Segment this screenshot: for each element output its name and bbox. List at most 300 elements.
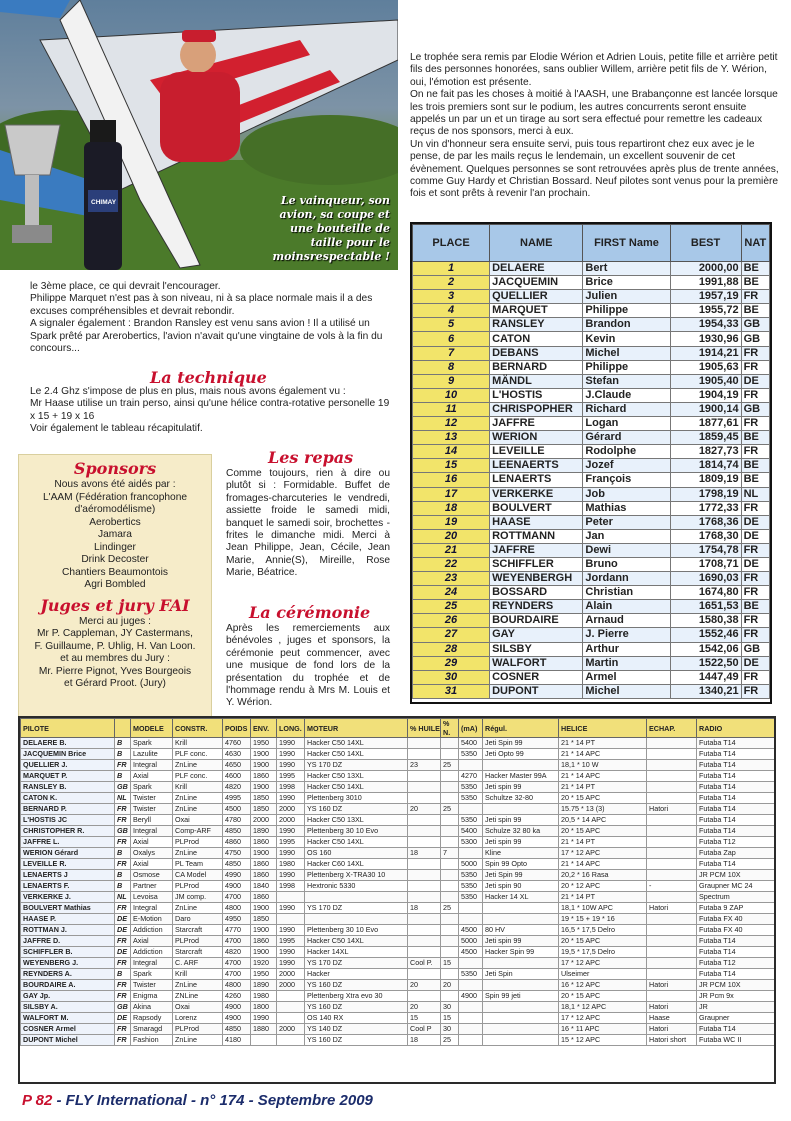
equipment-cell: Integral xyxy=(131,958,173,969)
equipment-cell: 1990 xyxy=(277,760,305,771)
result-place: 27 xyxy=(413,628,490,642)
equipment-cell: ZnLine xyxy=(173,760,223,771)
equipment-cell: 5300 xyxy=(459,837,483,848)
result-best: 1651,53 xyxy=(670,600,741,614)
equipment-cell: 4800 xyxy=(223,903,251,914)
equipment-cell: OS 140 RX xyxy=(305,1013,408,1024)
equipment-cell xyxy=(408,793,441,804)
equipment-cell: YS 160 DZ xyxy=(305,1035,408,1046)
result-nat: FR xyxy=(741,417,769,431)
result-name: HAASE xyxy=(490,515,583,529)
equipment-cell xyxy=(483,980,559,991)
equipment-row xyxy=(21,859,775,870)
result-place: 2 xyxy=(413,276,490,290)
result-best: 1809,19 xyxy=(670,473,741,487)
equipment-cell: Lorenz xyxy=(173,1013,223,1024)
equipment-cell: JAFFRE L. xyxy=(21,837,115,848)
equipment-row xyxy=(21,936,775,947)
equipment-cell: Schultze 32-80 xyxy=(483,793,559,804)
sponsor-line: L'AAM (Fédération francophone xyxy=(42,491,188,503)
equipment-cell: 4760 xyxy=(223,738,251,749)
result-name: JAFFRE xyxy=(490,543,583,557)
equipment-cell: SILSBY A. xyxy=(21,1002,115,1013)
equipment-cell: C. ARF xyxy=(173,958,223,969)
equipment-cell: 15 xyxy=(441,958,459,969)
equipment-cell: 1860 xyxy=(251,771,277,782)
result-name: JACQUEMIN xyxy=(490,276,583,290)
equipment-cell xyxy=(441,914,459,925)
intro-paragraph: Le trophée sera remis par Elodie Wérion et Adrien Louis, petite fille et arrière petit fils des personnes honorées, sans oublier Willem, arrière petit fils de Y. Wérion, oui, l'émotion est présente. xyxy=(410,52,778,88)
result-name: COSNER xyxy=(490,670,583,684)
equipment-cell: FR xyxy=(115,1035,131,1046)
result-row xyxy=(413,402,770,416)
equipment-cell: 21 * 14 PT xyxy=(559,892,647,903)
equipment-cell: PLProd xyxy=(173,881,223,892)
equipment-row xyxy=(21,1002,775,1013)
equipment-cell: LENAERTS J xyxy=(21,870,115,881)
equipment-cell xyxy=(277,1002,305,1013)
result-first-name: Stefan xyxy=(583,374,670,388)
equipment-cell xyxy=(647,793,697,804)
equipment-cell xyxy=(647,914,697,925)
equipment-cell: L'HOSTIS JC xyxy=(21,815,115,826)
equipment-cell: Futaba T14 xyxy=(697,815,775,826)
equipment-cell: FR xyxy=(115,991,131,1002)
jury-heading: Juges et jury FAI xyxy=(40,595,190,615)
result-first-name: Michel xyxy=(583,346,670,360)
result-place: 13 xyxy=(413,431,490,445)
result-place: 6 xyxy=(413,332,490,346)
col-first-name: FIRST Name xyxy=(583,225,670,262)
result-place: 22 xyxy=(413,557,490,571)
equipment-cell: 17 * 12 APC xyxy=(559,958,647,969)
result-row xyxy=(413,684,770,698)
equipment-cell: DELAERE B. xyxy=(21,738,115,749)
result-best: 1905,63 xyxy=(670,360,741,374)
equipment-cell: Integral xyxy=(131,903,173,914)
equipment-cell xyxy=(459,1002,483,1013)
equipment-col-header: ENV. xyxy=(251,719,277,738)
equipment-cell xyxy=(408,947,441,958)
result-name: L'HOSTIS xyxy=(490,388,583,402)
result-row xyxy=(413,262,770,276)
equipment-cell: 1800 xyxy=(251,1002,277,1013)
equipment-cell: Futaba FX 40 xyxy=(697,925,775,936)
equipment-cell: 1900 xyxy=(251,947,277,958)
equipment-cell xyxy=(647,771,697,782)
ceremonie-heading: La cérémonie xyxy=(249,603,371,622)
result-first-name: Logan xyxy=(583,417,670,431)
equipment-cell xyxy=(647,958,697,969)
equipment-cell: GB xyxy=(115,826,131,837)
equipment-cell: Futaba Zap xyxy=(697,848,775,859)
equipment-cell: 4850 xyxy=(223,1024,251,1035)
result-place: 15 xyxy=(413,459,490,473)
sponsor-line: Drink Decoster xyxy=(81,554,149,565)
result-best: 1955,72 xyxy=(670,304,741,318)
result-nat: BE xyxy=(741,276,769,290)
equipment-cell: Hacker C50 14XL xyxy=(305,936,408,947)
article-paragraph: A signaler également : Brandon Ransley est venu sans avion ! Il a utilisé un Spark prêté par Arerobertics, l'avion n'avait qu'une vingtaine de vols à la fin du concours... xyxy=(30,318,383,355)
result-place: 17 xyxy=(413,487,490,501)
equipment-cell: 20 * 15 APC xyxy=(559,793,647,804)
equipment-cell: JM comp. xyxy=(173,892,223,903)
equipment-cell: Twister xyxy=(131,793,173,804)
equipment-cell: Jeti spin 90 xyxy=(483,881,559,892)
equipment-cell: 1990 xyxy=(277,793,305,804)
result-place: 8 xyxy=(413,360,490,374)
equipment-cell xyxy=(441,837,459,848)
equipment-cell: 1980 xyxy=(251,991,277,1002)
equipment-cell: 4630 xyxy=(223,749,251,760)
equipment-cell xyxy=(647,870,697,881)
result-name: WEYENBERGH xyxy=(490,572,583,586)
result-nat: FR xyxy=(741,346,769,360)
equipment-row xyxy=(21,1013,775,1024)
result-first-name: Jozef xyxy=(583,459,670,473)
equipment-cell: 5350 xyxy=(459,969,483,980)
equipment-cell: 2000 xyxy=(251,815,277,826)
equipment-cell: 1920 xyxy=(251,958,277,969)
result-place: 21 xyxy=(413,543,490,557)
result-name: QUELLIER xyxy=(490,290,583,304)
equipment-col-header: RADIO xyxy=(697,719,775,738)
equipment-cell: 20 * 12 APC xyxy=(559,881,647,892)
equipment-cell: Cool P xyxy=(408,1024,441,1035)
equipment-cell: Futaba T14 xyxy=(697,859,775,870)
equipment-table xyxy=(18,716,776,1084)
equipment-cell: 4500 xyxy=(223,804,251,815)
result-best: 1542,06 xyxy=(670,642,741,656)
equipment-cell: 1850 xyxy=(251,914,277,925)
result-nat: NL xyxy=(741,487,769,501)
equipment-cell: ZNLine xyxy=(173,991,223,1002)
footer-separator: - xyxy=(52,1092,66,1109)
result-name: LENAERTS xyxy=(490,473,583,487)
equipment-cell: 1900 xyxy=(251,903,277,914)
equipment-cell: 16 * 11 APC xyxy=(559,1024,647,1035)
result-nat: DE xyxy=(741,529,769,543)
equipment-cell xyxy=(441,925,459,936)
equipment-cell xyxy=(647,760,697,771)
result-place: 4 xyxy=(413,304,490,318)
equipment-cell xyxy=(277,991,305,1002)
equipment-cell: 20 * 15 APC xyxy=(559,991,647,1002)
sponsors-box xyxy=(18,454,212,722)
equipment-cell: 21 * 14 PT xyxy=(559,782,647,793)
result-row xyxy=(413,515,770,529)
equipment-cell: 1900 xyxy=(251,749,277,760)
result-name: RANSLEY xyxy=(490,318,583,332)
result-name: CATON xyxy=(490,332,583,346)
equipment-cell: 4820 xyxy=(223,782,251,793)
equipment-cell: 1990 xyxy=(277,848,305,859)
result-place: 29 xyxy=(413,656,490,670)
result-name: WALFORT xyxy=(490,656,583,670)
jury-line: F. Guillaume, P. Uhlig, H. Van Loon. xyxy=(34,640,196,652)
equipment-cell: Oxai xyxy=(173,815,223,826)
equipment-cell: COSNER Armel xyxy=(21,1024,115,1035)
equipment-cell: Spark xyxy=(131,969,173,980)
equipment-cell xyxy=(441,793,459,804)
result-best: 1859,45 xyxy=(670,431,741,445)
result-nat: FR xyxy=(741,684,769,698)
equipment-cell: 4900 xyxy=(223,1013,251,1024)
equipment-cell: 1950 xyxy=(251,969,277,980)
equipment-cell: LEVEILLE R. xyxy=(21,859,115,870)
result-place: 12 xyxy=(413,417,490,431)
equipment-cell: PLF conc. xyxy=(173,771,223,782)
equipment-cell: 4860 xyxy=(223,837,251,848)
equipment-body xyxy=(21,738,775,1046)
equipment-cell xyxy=(441,738,459,749)
result-nat: BE xyxy=(741,304,769,318)
result-best: 1768,36 xyxy=(670,515,741,529)
equipment-cell: Hacker C50 14XL xyxy=(305,749,408,760)
equipment-cell xyxy=(408,870,441,881)
equipment-cell xyxy=(459,1024,483,1035)
equipment-cell: YS 170 DZ xyxy=(305,903,408,914)
jury-line: et au membres du Jury : xyxy=(60,653,170,664)
result-name: SILSBY xyxy=(490,642,583,656)
result-first-name: Armel xyxy=(583,670,670,684)
result-place: 3 xyxy=(413,290,490,304)
equipment-cell xyxy=(441,892,459,903)
equipment-row xyxy=(21,980,775,991)
equipment-cell: Kline xyxy=(483,848,559,859)
result-nat: GB xyxy=(741,402,769,416)
result-row xyxy=(413,642,770,656)
result-nat: BE xyxy=(741,600,769,614)
equipment-cell: Graupner MC 24 xyxy=(697,881,775,892)
equipment-cell: 4260 xyxy=(223,991,251,1002)
equipment-cell: ZnLine xyxy=(173,903,223,914)
technique-paragraph: Le 2.4 Ghz s'impose de plus en plus, mais nous avons également vu : xyxy=(30,386,346,397)
equipment-cell: 4500 xyxy=(459,925,483,936)
result-nat: BE xyxy=(741,262,769,276)
equipment-row xyxy=(21,892,775,903)
equipment-row xyxy=(21,749,775,760)
equipment-cell: 20 * 15 APC xyxy=(559,936,647,947)
equipment-cell xyxy=(441,947,459,958)
equipment-cell: ZnLine xyxy=(173,980,223,991)
equipment-cell xyxy=(459,958,483,969)
equipment-cell: Osmose xyxy=(131,870,173,881)
result-best: 1772,33 xyxy=(670,501,741,515)
equipment-cell: PLProd xyxy=(173,936,223,947)
equipment-cell: ZnLine xyxy=(173,1035,223,1046)
equipment-cell: 1990 xyxy=(277,870,305,881)
equipment-cell: 1860 xyxy=(251,837,277,848)
equipment-cell xyxy=(441,859,459,870)
equipment-cell: 4700 xyxy=(223,936,251,947)
equipment-cell: 1990 xyxy=(277,925,305,936)
article-paragraph: Philippe Marquet n'est pas à son niveau, ni à sa place normale mais il a des excuses compréhensibles et devrait rebondir. xyxy=(30,293,373,317)
result-nat: GB xyxy=(741,332,769,346)
equipment-cell: 19,5 * 17,5 Delro xyxy=(559,947,647,958)
equipment-cell: QUELLIER J. xyxy=(21,760,115,771)
equipment-cell: Jeti Spin xyxy=(483,969,559,980)
technique-paragraph: Voir également le tableau récapitulatif. xyxy=(30,423,203,435)
result-first-name: Mathias xyxy=(583,501,670,515)
equipment-cell: 4600 xyxy=(223,771,251,782)
equipment-cell: 1860 xyxy=(251,936,277,947)
equipment-cell: Axial xyxy=(131,936,173,947)
result-nat: GB xyxy=(741,318,769,332)
sponsor-line: Lindinger xyxy=(94,541,136,553)
col-place: PLACE xyxy=(413,225,490,262)
equipment-cell: ZnLine xyxy=(173,804,223,815)
equipment-cell: 1850 xyxy=(251,804,277,815)
equipment-cell: 5400 xyxy=(459,738,483,749)
result-place: 10 xyxy=(413,388,490,402)
sponsor-line: Agri Bombled xyxy=(84,579,146,590)
equipment-cell: FR xyxy=(115,936,131,947)
result-best: 1674,80 xyxy=(670,586,741,600)
result-row xyxy=(413,417,770,431)
equipment-cell: Hacker 14XL xyxy=(305,947,408,958)
equipment-cell xyxy=(277,914,305,925)
equipment-cell: YS 160 DZ xyxy=(305,980,408,991)
result-name: DEBANS xyxy=(490,346,583,360)
equipment-cell xyxy=(441,870,459,881)
equipment-cell: REYNDERS A. xyxy=(21,969,115,980)
equipment-cell: YS 140 DZ xyxy=(305,1024,408,1035)
equipment-cell: 4900 xyxy=(459,991,483,1002)
result-first-name: Jordann xyxy=(583,572,670,586)
equipment-cell: Krill xyxy=(173,969,223,980)
equipment-cell: Addiction xyxy=(131,947,173,958)
equipment-cell xyxy=(441,936,459,947)
equipment-cell xyxy=(441,815,459,826)
equipment-cell: Futaba T14 xyxy=(697,771,775,782)
equipment-row xyxy=(21,903,775,914)
equipment-cell xyxy=(408,881,441,892)
equipment-cell: 1860 xyxy=(251,859,277,870)
magazine-name: FLY International xyxy=(65,1092,187,1109)
equipment-cell: B xyxy=(115,870,131,881)
result-first-name: Christian xyxy=(583,586,670,600)
equipment-cell: 5350 xyxy=(459,892,483,903)
equipment-cell: GAY Jp. xyxy=(21,991,115,1002)
jury-line: Merci au juges : xyxy=(79,615,151,627)
equipment-cell xyxy=(647,991,697,1002)
equipment-cell xyxy=(441,969,459,980)
equipment-cell: 5350 xyxy=(459,749,483,760)
equipment-cell: 4850 xyxy=(223,826,251,837)
result-first-name: Peter xyxy=(583,515,670,529)
equipment-cell: Plettenberg 30 10 Evo xyxy=(305,826,408,837)
equipment-cell: 21 * 14 APC xyxy=(559,749,647,760)
sponsor-line: d'aéromodélisme) xyxy=(74,504,156,515)
result-place: 28 xyxy=(413,642,490,656)
equipment-col-header: MODELE xyxy=(131,719,173,738)
equipment-cell xyxy=(647,947,697,958)
equipment-cell: JACQUEMIN Brice xyxy=(21,749,115,760)
sponsors-heading: Sponsors xyxy=(73,459,157,478)
result-row xyxy=(413,600,770,614)
col-best: BEST xyxy=(670,225,741,262)
photo-caption: Le vainqueur, son avion, sa coupe et une bouteille de taille pour le moinsrespectable ! xyxy=(272,194,390,263)
equipment-cell xyxy=(459,760,483,771)
equipment-cell: LENAERTS F. xyxy=(21,881,115,892)
equipment-cell xyxy=(441,991,459,1002)
equipment-cell: WERION Gérard xyxy=(21,848,115,859)
equipment-cell: DE xyxy=(115,947,131,958)
equipment-cell: Oxai xyxy=(173,1002,223,1013)
result-best: 1991,88 xyxy=(670,276,741,290)
result-name: VERKERKE xyxy=(490,487,583,501)
equipment-cell: Starcraft xyxy=(173,947,223,958)
equipment-cell: 4770 xyxy=(223,925,251,936)
equipment-cell: 30 xyxy=(441,1024,459,1035)
equipment-cell: 1990 xyxy=(277,903,305,914)
intro-text xyxy=(410,52,780,201)
equipment-cell: WEYENBERG J. xyxy=(21,958,115,969)
equipment-cell: 20 xyxy=(441,980,459,991)
equipment-cell xyxy=(408,771,441,782)
equipment-cell: 4700 xyxy=(223,892,251,903)
equipment-cell: Futaba T14 xyxy=(697,760,775,771)
equipment-cell: Jeti spin 99 xyxy=(483,837,559,848)
equipment-cell: 1990 xyxy=(277,749,305,760)
equipment-cell xyxy=(483,760,559,771)
result-row xyxy=(413,557,770,571)
result-name: MARQUET xyxy=(490,304,583,318)
equipment-cell: 21 * 14 APC xyxy=(559,771,647,782)
equipment-row xyxy=(21,958,775,969)
equipment-cell: Hacker xyxy=(305,969,408,980)
equipment-cell: Futaba T12 xyxy=(697,958,775,969)
equipment-cell xyxy=(459,914,483,925)
result-first-name: J.Claude xyxy=(583,388,670,402)
equipment-cell: 1995 xyxy=(277,837,305,848)
equipment-cell: Spark xyxy=(131,782,173,793)
result-name: WERION xyxy=(490,431,583,445)
equipment-cell xyxy=(459,980,483,991)
result-best: 1957,19 xyxy=(670,290,741,304)
jury-line: et Gérard Proot. (Jury) xyxy=(64,678,166,689)
equipment-cell: 1850 xyxy=(251,793,277,804)
result-best: 1708,71 xyxy=(670,557,741,571)
equipment-cell: 5400 xyxy=(459,826,483,837)
result-place: 31 xyxy=(413,684,490,698)
equipment-cell: 1990 xyxy=(277,958,305,969)
equipment-cell: 25 xyxy=(441,804,459,815)
equipment-col-header: POIDS xyxy=(223,719,251,738)
equipment-cell: Futaba T14 xyxy=(697,749,775,760)
jury-line: Mr. Pierre Pignot, Yves Bourgeois xyxy=(38,665,192,677)
equipment-cell xyxy=(408,991,441,1002)
equipment-cell: Jeti Spin 99 xyxy=(483,738,559,749)
equipment-row xyxy=(21,914,775,925)
result-row xyxy=(413,388,770,402)
result-row xyxy=(413,529,770,543)
equipment-cell xyxy=(459,848,483,859)
equipment-cell: Hatori xyxy=(647,804,697,815)
equipment-cell: B xyxy=(115,738,131,749)
result-place: 11 xyxy=(413,402,490,416)
equipment-cell: HAASE P. xyxy=(21,914,115,925)
equipment-cell: Hacker Spin 99 xyxy=(483,947,559,958)
equipment-cell xyxy=(277,1013,305,1024)
equipment-cell: 1900 xyxy=(251,760,277,771)
result-first-name: Jan xyxy=(583,529,670,543)
technique-heading: La technique xyxy=(150,368,267,387)
result-best: 1930,96 xyxy=(670,332,741,346)
equipment-cell: DUPONT Michel xyxy=(21,1035,115,1046)
equipment-cell: FR xyxy=(115,837,131,848)
